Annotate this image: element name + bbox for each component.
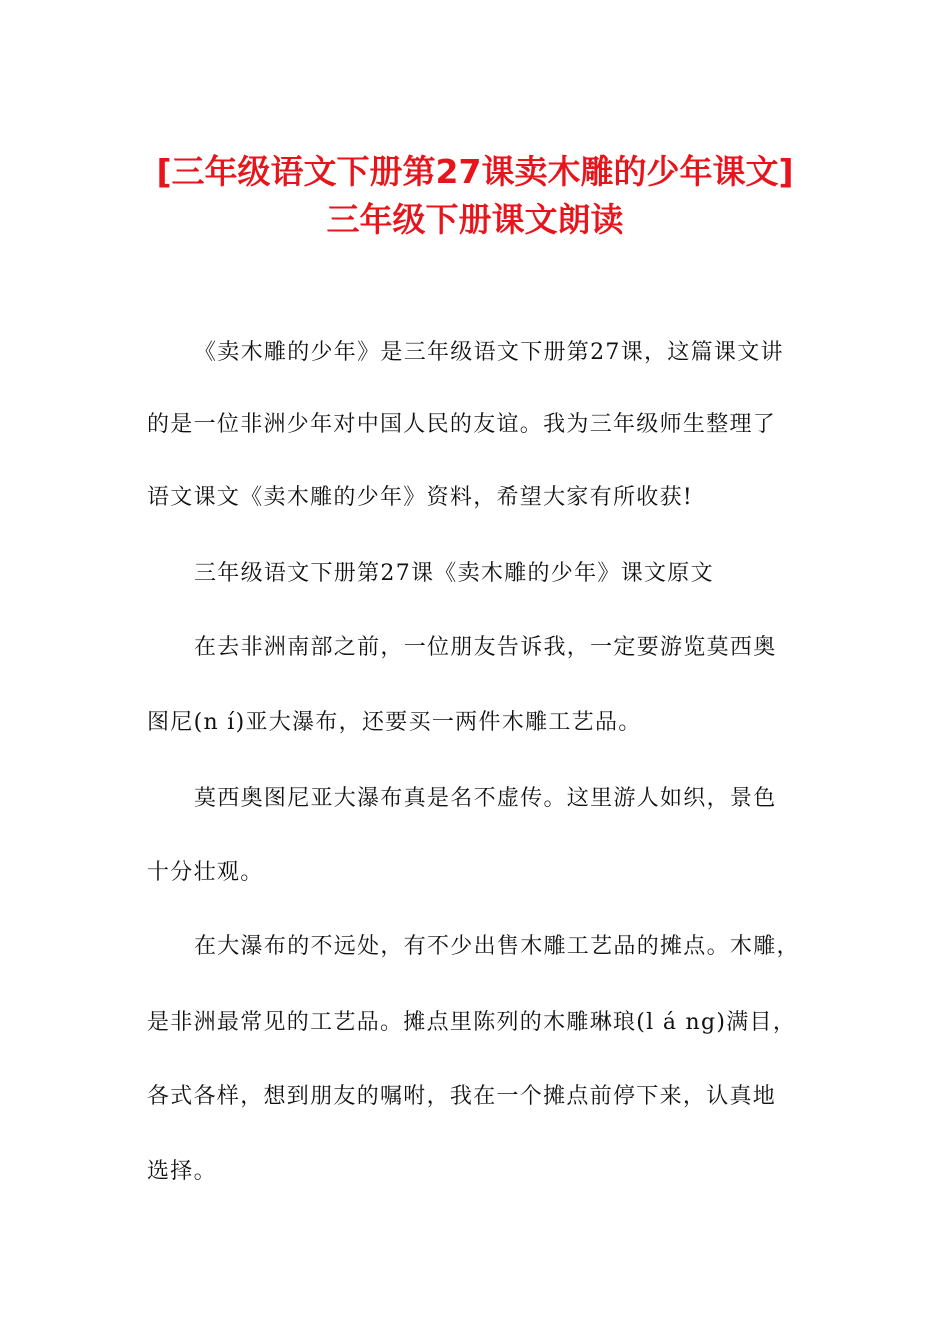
paragraph-line: 在去非洲南部之前，一位朋友告诉我，一定要游览莫西奥 — [194, 635, 777, 660]
document-title-line-1: [三年级语文下册第27课卖木雕的少年课文] — [156, 152, 794, 191]
paragraph-line: 的是一位非洲少年对中国人民的友谊。我为三年级师生整理了 — [147, 412, 777, 437]
paragraph-line: 是非洲最常见的工艺品。摊点里陈列的木雕琳琅(l á ng)满目， — [147, 1010, 797, 1035]
section-heading-line: 三年级语文下册第27课《卖木雕的少年》课文原文 — [194, 561, 714, 586]
paragraph-line: 图尼(n í)亚大瀑布，还要买一两件木雕工艺品。 — [147, 710, 642, 735]
paragraph-line: 选择。 — [147, 1159, 217, 1184]
paragraph-line: 在大瀑布的不远处，有不少出售木雕工艺品的摊点。木雕， — [194, 934, 800, 959]
paragraph-line: 莫西奥图尼亚大瀑布真是名不虚传。这里游人如织，景色 — [194, 786, 777, 811]
document-title-line-2: 三年级下册课文朗读 — [326, 200, 624, 239]
paragraph-line: 《卖木雕的少年》是三年级语文下册第27课，这篇课文讲 — [194, 340, 784, 365]
paragraph-line: 十分壮观。 — [147, 860, 264, 885]
paragraph-line: 各式各样，想到朋友的嘱咐，我在一个摊点前停下来，认真地 — [147, 1084, 777, 1109]
paragraph-line: 语文课文《卖木雕的少年》资料，希望大家有所收获! — [147, 485, 694, 510]
